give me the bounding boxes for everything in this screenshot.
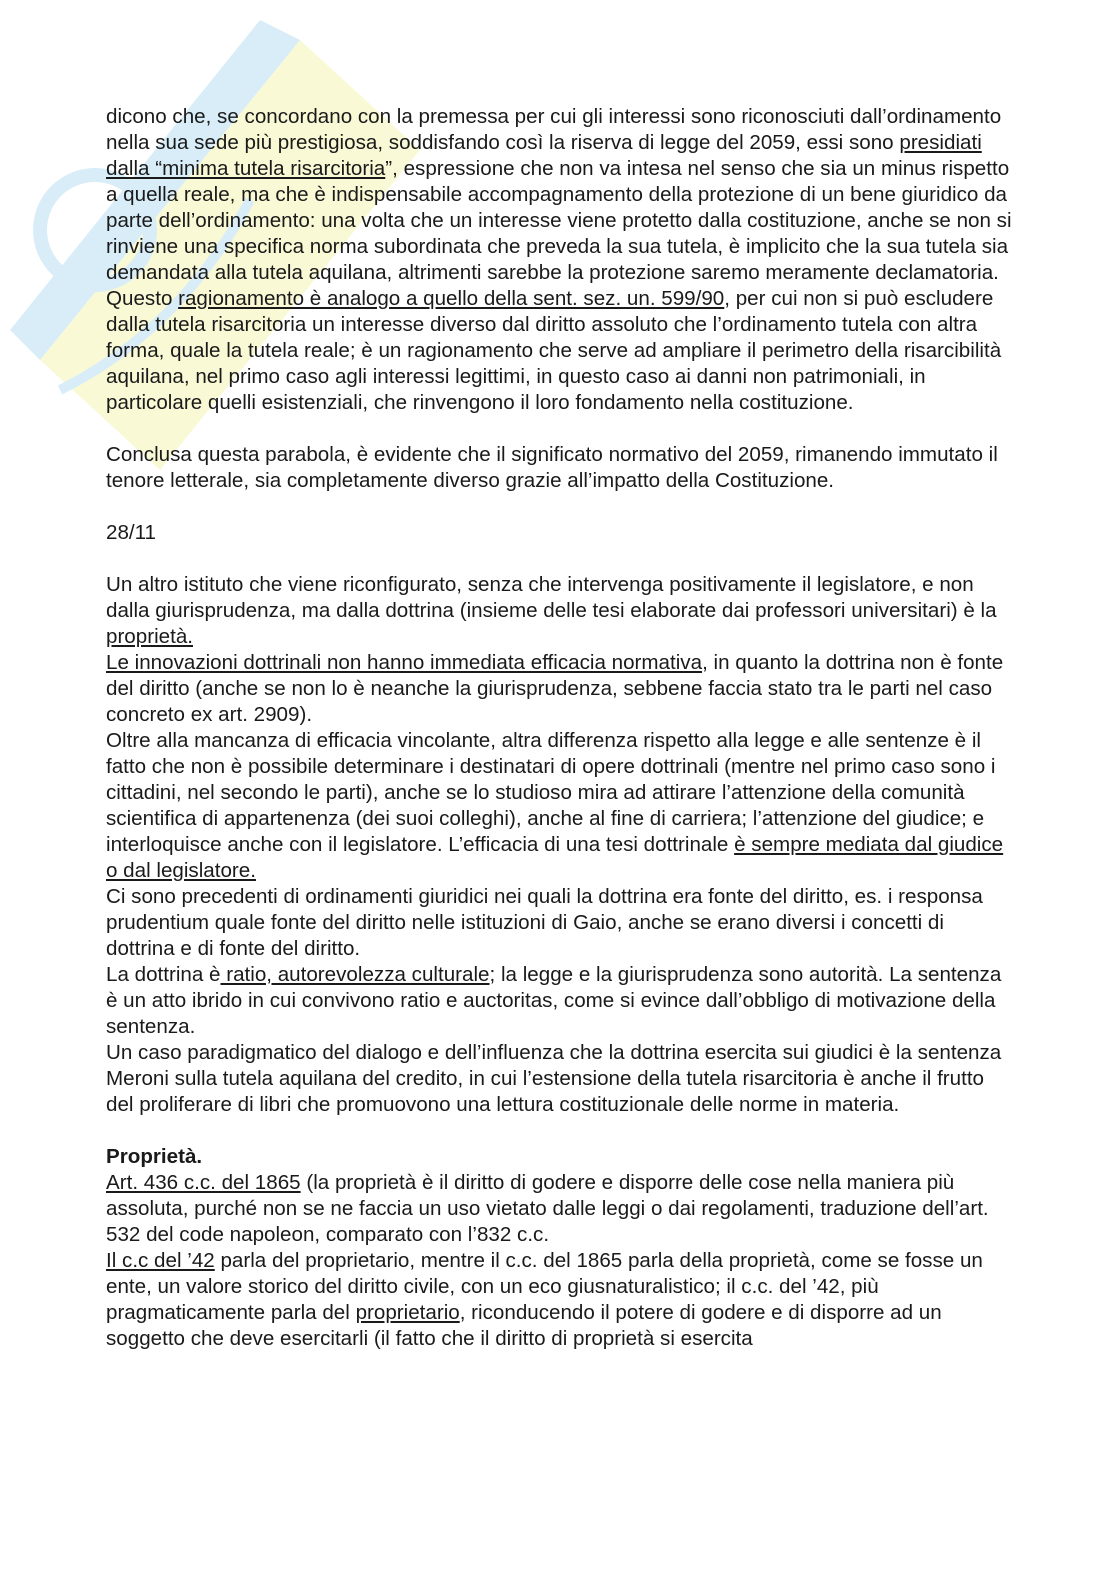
underlined-phrase: proprietario (355, 1301, 460, 1324)
underlined-phrase: ratio, autorevolezza culturale (220, 963, 490, 986)
date-label: 28/11 (106, 521, 157, 544)
text-run: dicono che, se concordano con la premessa per cui gli interessi sono riconosciuti dall’ordinamento nella sua sede più prestigiosa, soddisfando così la riserva di legge del 2059, essi sono (106, 105, 1002, 154)
text-run: ”, espressione che non va intesa nel senso che sia un minus rispetto a quella reale, ma che è indispensabile accompagnamento della protezione di un bene giuridico da parte dell’ordinamento: una volta che un interesse viene protetto dalla costituzione, anche se non si rinviene una specifica norma subordinata che preveda la sua tutela, è implicito che la sua tutela sia demandata alla tutela aquilana, altrimenti sarebbe la protezione saremo meramente declamatoria. Questo (106, 157, 1012, 310)
underlined-phrase: Il c.c del ’42 (106, 1249, 215, 1272)
underlined-phrase: ragionamento è analogo a quello della sent. sez. un. 599/90 (178, 287, 725, 310)
text-run: , in quanto la dottrina non è fonte del diritto (anche se non lo è neanche la giurisprudenza, sebbene faccia stato tra le parti nel caso concreto ex art. 2909). (106, 651, 1004, 726)
text-run: ; la legge e la giurisprudenza sono autorità. La sentenza è un atto ibrido in cui convivono ratio e auctoritas, come si evince dall’obbligo di motivazione della sentenza. (106, 963, 1002, 1038)
text-run: Un altro istituto che viene riconfigurato, senza che intervenga positivamente il legislatore, e non dalla giurisprudenza, ma dalla dottrina (insieme delle tesi elaborate dai professori universitari) è la (106, 573, 997, 622)
paragraph-efficacia (106, 728, 1012, 884)
paragraph-altro-istituto (106, 572, 1012, 650)
paragraph-cc-42 (106, 1248, 1012, 1352)
underlined-phrase: Art. 436 c.c. del 1865 (106, 1171, 301, 1194)
text-run: , per cui non si può escludere dalla tutela risarcitoria un interesse diverso dal diritto assoluto che l’ordinamento tutela con altra forma, quale la tutela reale; è un ragionamento che serve ad ampliare il perimetro della risarcibilità aquilana, nel primo caso agli interessi legittimi, in questo caso ai danni non patrimoniali, in particolare quelli esistenziali, che rinvengono il loro fondamento nella costituzione. (106, 287, 1002, 414)
paragraph-art-436 (106, 1170, 1012, 1248)
document-body (106, 104, 1012, 1352)
paragraph-meroni: Un caso paradigmatico del dialogo e dell’influenza che la dottrina esercita sui giudici è la sentenza Meroni sulla tutela aquilana del credito, in cui l’estensione della tutela risarcitoria è anche il frutto del proliferare di libri che promuovono una lettura costituzionale delle norme in materia. (106, 1041, 1002, 1116)
section-heading-proprieta: Proprietà. (106, 1145, 203, 1168)
paragraph-precedenti: Ci sono precedenti di ordinamenti giuridici nei quali la dottrina era fonte del diritto, es. i responsa prudentium quale fonte del diritto nelle istituzioni di Gaio, anche se erano diversi i concetti di dottrina e di fonte del diritto. (106, 885, 983, 960)
text-run: parla del proprietario, mentre il c.c. del 1865 parla della proprietà, come se fosse un ente, un valore storico del diritto civile, con un eco giusnaturalistico; il c.c. del ’42, più pragmaticamente parla del (106, 1249, 983, 1324)
paragraph-innovazioni (106, 650, 1012, 728)
underlined-phrase: presidiati dalla “minima tutela risarcitoria (106, 131, 982, 180)
text-run: (la proprietà è il diritto di godere e disporre delle cose nella maniera più assoluta, purché non se ne faccia un uso vietato dalle leggi o dai regolamenti, traduzione dell’art. 532 del code napoleon, comparato con l’832 c.c. (106, 1171, 989, 1246)
text-run: Oltre alla mancanza di efficacia vincolante, altra differenza rispetto alla legge e alle sentenze è il fatto che non è possibile determinare i destinatari di opere dottrinali (mentre nel primo caso sono i cittadini, nel secondo le parti), anche se lo studioso mira ad attirare l’attenzione della comunità scientifica di appartenenza (dei suoi colleghi), anche al fine di carriera; l’attenzione del giudice; e interloquisce anche con il legislatore. L’efficacia di una tesi dottrinale (106, 729, 996, 856)
text-run: , riconducendo il potere di godere e di disporre ad un soggetto che deve esercitarli (il fatto che il diritto di proprietà si esercita (106, 1301, 942, 1350)
paragraph-conclusa: Conclusa questa parabola, è evidente che il significato normativo del 2059, rimanendo immutato il tenore letterale, sia completamente diverso grazie all’impatto della Costituzione. (106, 443, 998, 492)
paragraph-ratio (106, 962, 1012, 1040)
underlined-phrase: è sempre mediata dal giudice o dal legislatore. (106, 833, 1004, 882)
paragraph-tutela-risarcitoria (106, 104, 1012, 416)
underlined-phrase: Le innovazioni dottrinali non hanno immediata efficacia normativa (106, 651, 703, 674)
text-run: La dottrina è (106, 963, 221, 986)
underlined-phrase: proprietà. (106, 625, 194, 648)
